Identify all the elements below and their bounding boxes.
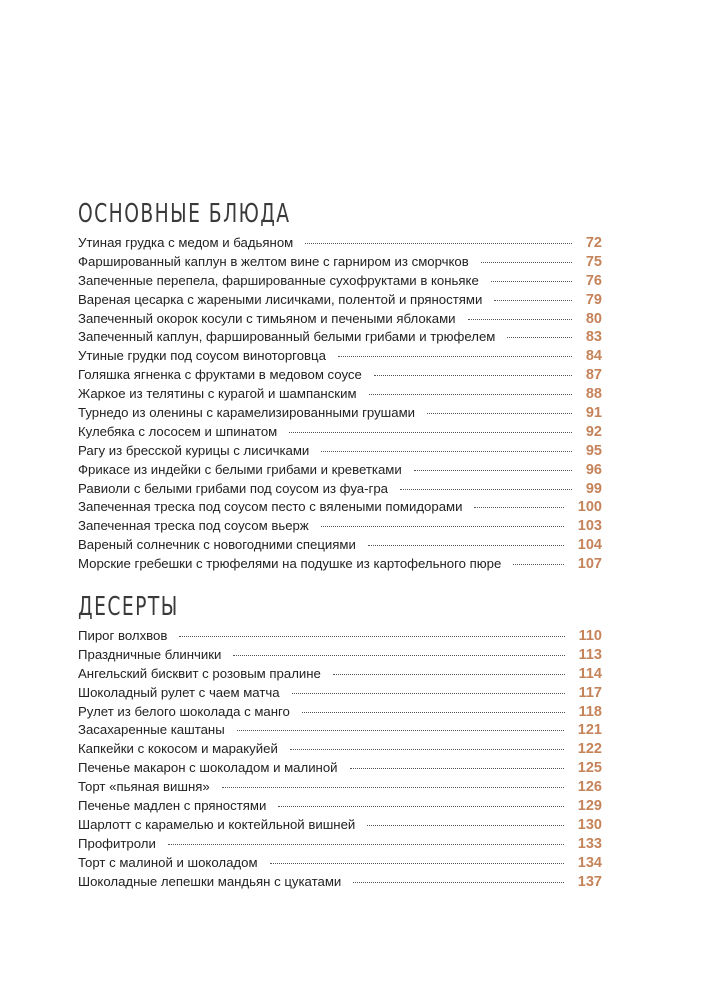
toc-entry[interactable] [78,628,602,647]
dot-leader [427,413,572,414]
section-main-courses [78,197,602,575]
dot-leader [321,451,572,452]
toc-entry-page-number: 76 [585,272,602,289]
toc-entry[interactable] [78,647,602,666]
toc-entry-title: Голяшка ягненка с фруктами в медовом соусе [78,367,362,383]
dot-leader [400,489,572,490]
dot-leader [353,882,564,883]
toc-entry-title: Запеченный окорок косули с тимьяном и печеными яблоками [78,310,456,326]
toc-entry-page-number: 91 [585,405,602,422]
toc-entry-title: Утиные грудки под соусом виноторговца [78,348,326,364]
toc-entry[interactable] [78,443,602,462]
toc-entry-title: Рагу из бресской курицы с лисичками [78,442,310,458]
dot-leader [481,262,572,263]
toc-entry-title: Запеченная треска под соусом песто с вялеными помидорами [78,499,463,515]
toc-entry[interactable] [78,518,602,537]
toc-entry-title: Пирог волхвов [78,628,168,643]
toc-entry-page-number: 83 [585,329,602,346]
toc-entry-title: Торт с малиной и шоколадом [78,854,258,870]
toc-entry[interactable] [78,481,602,500]
toc-entry-title: Запеченные перепела, фаршированные сухофруктами в коньяке [78,272,479,288]
toc-list-desserts [78,628,602,892]
dot-leader [321,526,564,527]
toc-list-main-courses [78,235,602,575]
dot-leader [237,730,564,731]
toc-entry-page-number: 110 [578,628,602,644]
dot-leader [350,768,564,769]
dot-leader [289,432,572,433]
toc-entry-title: Утиная грудка с медом и бадьяном [78,235,294,250]
dot-leader [290,749,564,750]
toc-entry-page-number: 99 [585,480,602,497]
dot-leader [168,844,564,845]
dot-leader [414,470,572,471]
toc-entry-page-number: 125 [577,760,602,777]
toc-entry[interactable] [78,666,602,685]
dot-leader [270,863,564,864]
toc-entry-page-number: 130 [577,816,602,833]
toc-entry-title: Печенье макарон с шоколадом и малиной [78,760,338,776]
toc-entry-page-number: 107 [577,556,602,573]
dot-leader [474,507,563,508]
toc-entry[interactable] [78,760,602,779]
toc-entry-page-number: 87 [585,367,602,384]
dot-leader [494,300,572,301]
toc-entry[interactable] [78,779,602,798]
toc-entry-page-number: 80 [585,310,602,327]
toc-entry-page-number: 113 [578,646,602,663]
toc-entry-page-number: 118 [578,703,602,720]
dot-leader [278,806,563,807]
toc-entry[interactable] [78,405,602,424]
toc-entry-title: Жаркое из телятины с курагой и шампанским [78,386,357,402]
toc-entry[interactable] [78,855,602,874]
dot-leader [468,319,572,320]
toc-entry-title: Запеченная треска под соусом вьерж [78,518,309,534]
section-desserts [78,590,602,892]
toc-entry[interactable] [78,367,602,386]
dot-leader [507,337,572,338]
toc-entry-page-number: 84 [585,348,602,365]
toc-entry[interactable] [78,499,602,518]
toc-entry-page-number: 100 [577,499,602,516]
toc-entry-page-number: 133 [577,835,602,852]
toc-entry-title: Шарлотт с карамелью и коктейльной вишней [78,816,356,832]
toc-entry[interactable] [78,685,602,704]
toc-entry-page-number: 137 [577,873,602,890]
toc-entry-page-number: 75 [585,253,602,270]
toc-entry[interactable] [78,537,602,556]
toc-entry-page-number: 134 [577,854,602,871]
toc-entry-page-number: 95 [585,442,602,459]
toc-entry-page-number: 129 [577,798,602,815]
toc-entry-page-number: 126 [577,779,602,796]
toc-entry-page-number: 103 [577,518,602,535]
toc-entry[interactable] [78,704,602,723]
dot-leader [305,243,572,244]
toc-entry[interactable] [78,273,602,292]
toc-entry[interactable] [78,311,602,330]
dot-leader [292,693,565,694]
toc-entry[interactable] [78,348,602,367]
section-title-main-courses: ОСНОВНЫЕ БЛЮДА [78,199,291,229]
dot-leader [222,787,564,788]
toc-entry[interactable] [78,556,602,575]
toc-entry-title: Печенье мадлен с пряностями [78,798,267,814]
toc-entry[interactable] [78,329,602,348]
toc-entry[interactable] [78,235,602,254]
toc-entry-title: Морские гребешки с трюфелями на подушке из картофельного пюре [78,556,502,572]
dot-leader [302,712,565,713]
dot-leader [179,636,564,637]
toc-entry-page-number: 79 [585,291,602,308]
toc-entry[interactable] [78,741,602,760]
toc-entry-title: Ангельский бисквит с розовым пралине [78,665,321,681]
toc-entry-title: Шоколадные лепешки мандьян с цукатами [78,873,342,889]
toc-entry-title: Равиоли с белыми грибами под соусом из фуа-гра [78,480,389,496]
dot-leader [369,394,572,395]
dot-leader [338,356,572,357]
toc-entry-title: Турнедо из оленины с карамелизированными грушами [78,405,416,421]
toc-entry[interactable] [78,722,602,741]
toc-entry[interactable] [78,254,602,273]
toc-entry[interactable] [78,424,602,443]
toc-entry[interactable] [78,292,602,311]
dot-leader [513,564,563,565]
toc-entry-title: Фаршированный каплун в желтом вине с гарниром из сморчков [78,253,469,269]
toc-entry-title: Профитроли [78,835,156,851]
dot-leader [333,674,565,675]
section-title-desserts: ДЕСЕРТЫ [78,592,179,622]
toc-entry[interactable] [78,836,602,855]
dot-leader [374,375,572,376]
dot-leader [368,545,564,546]
toc-entry-page-number: 122 [577,741,602,758]
toc-entry-page-number: 96 [585,461,602,478]
dot-leader [491,281,572,282]
toc-entry-title: Вареная цесарка с жареными лисичками, полентой и пряностями [78,291,483,307]
toc-entry-page-number: 114 [578,665,602,682]
toc-entry-page-number: 121 [577,722,602,739]
toc-entry-title: Торт «пьяная вишня» [78,779,210,795]
toc-entry[interactable] [78,386,602,405]
toc-entry-title: Шоколадный рулет с чаем матча [78,684,280,700]
toc-entry-title: Кулебяка с лососем и шпинатом [78,423,278,439]
toc-entry-title: Фрикасе из индейки с белыми грибами и креветками [78,461,402,477]
toc-entry-page-number: 117 [578,684,602,701]
toc-entry-title: Капкейки с кокосом и маракуйей [78,741,278,757]
dot-leader [367,825,564,826]
dot-leader [233,655,564,656]
toc-entry-title: Праздничные блинчики [78,646,222,662]
toc-entry-page-number: 72 [585,235,602,251]
toc-entry[interactable] [78,798,602,817]
toc-entry-title: Засахаренные каштаны [78,722,225,738]
toc-entry-title: Запеченный каплун, фаршированный белыми грибами и трюфелем [78,329,496,345]
toc-entry[interactable] [78,817,602,836]
toc-entry-page-number: 88 [585,386,602,403]
toc-entry-page-number: 92 [585,423,602,440]
toc-entry[interactable] [78,874,602,893]
toc-entry-title: Рулет из белого шоколада с манго [78,703,290,719]
toc-entry-page-number: 104 [577,537,602,554]
toc-entry-title: Вареный солнечник с новогодними специями [78,537,356,553]
toc-entry[interactable] [78,462,602,481]
